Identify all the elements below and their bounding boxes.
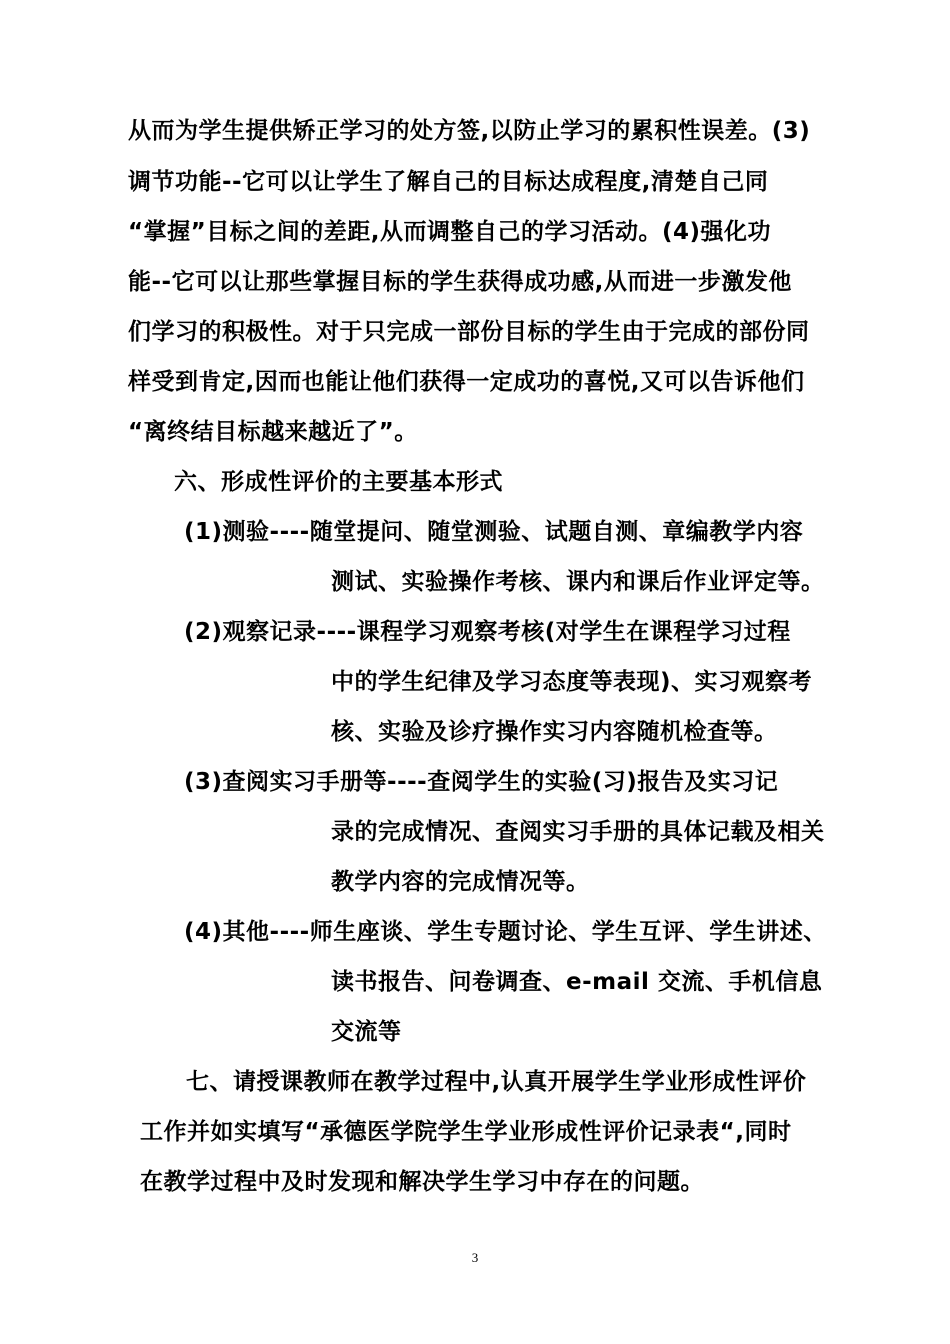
list-item: (1)测验----随堂提问、随堂测验、试题自测、章编教学内容 (184, 519, 804, 545)
paragraph-line: 样受到肯定,因而也能让他们获得一定成功的喜悦,又可以告诉他们 (128, 369, 805, 395)
section-seven-line: 工作并如实填写“承德医学院学生学业形成性评价记录表“,同时 (140, 1119, 792, 1145)
paragraph-line: 调节功能--它可以让学生了解自己的目标达成程度,清楚自己同 (128, 169, 769, 195)
list-item-continuation: 测试、实验操作考核、课内和课后作业评定等。 (331, 569, 825, 595)
list-item: (3)查阅实习手册等----查阅学生的实验(习)报告及实习记 (184, 769, 779, 795)
list-item: (4)其他----师生座谈、学生专题讨论、学生互评、学生讲述、 (184, 919, 827, 945)
list-item: (2)观察记录----课程学习观察考核(对学生在课程学习过程 (184, 619, 791, 645)
list-item-continuation: 核、实验及诊疗操作实习内容随机检查等。 (331, 719, 778, 745)
section-seven-line: 七、请授课教师在教学过程中,认真开展学生学业形成性评价 (186, 1069, 807, 1095)
paragraph-line: “离终结目标越来越近了”。 (128, 419, 418, 445)
list-item-continuation: 读书报告、问卷调查、e-mail 交流、手机信息 (331, 969, 823, 995)
paragraph-line: 从而为学生提供矫正学习的处方签,以防止学习的累积性误差。(3) (128, 118, 811, 144)
paragraph-line: “掌握”目标之间的差距,从而调整自己的学习活动。(4)强化功 (128, 219, 771, 245)
section-seven-line: 在教学过程中及时发现和解决学生学习中存在的问题。 (140, 1169, 704, 1195)
page-number: 3 (471, 1250, 479, 1265)
paragraph-line: 能--它可以让那些掌握目标的学生获得成功感,从而进一步激发他 (128, 269, 792, 295)
list-item-continuation: 录的完成情况、查阅实习手册的具体记载及相关 (331, 819, 825, 845)
list-item-continuation: 教学内容的完成情况等。 (331, 869, 590, 895)
paragraph-line: 们学习的积极性。对于只完成一部份目标的学生由于完成的部份同 (128, 319, 810, 345)
list-item-continuation: 交流等 (331, 1019, 402, 1045)
list-item-continuation: 中的学生纪律及学习态度等表现)、实习观察考 (331, 669, 813, 695)
section-heading: 六、形成性评价的主要基本形式 (174, 469, 503, 495)
